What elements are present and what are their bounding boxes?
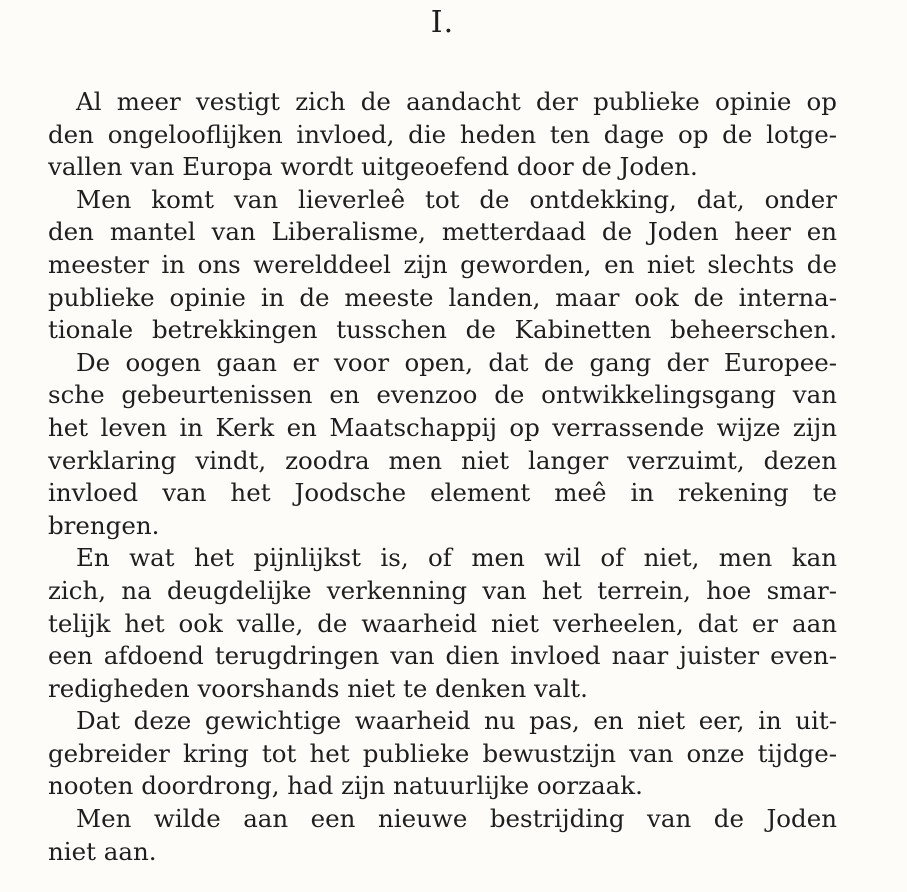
text-line: Al meer vestigt zich de aandacht der publieke opinie op: [76, 87, 837, 116]
text-line: De oogen gaan er voor open, dat de gang der Europee-: [76, 347, 837, 377]
text-line: publieke opinie in de meeste landen, maar ook de interna-: [48, 282, 837, 312]
chapter-number: I.: [430, 5, 455, 40]
text-line: den ongelooflijken invloed, die heden ten dage op de lotge-: [48, 119, 837, 149]
text-line: invloed van het Joodsche element meê in rekening te: [48, 478, 837, 508]
text-line: zich, na deugdelijke verkenning van het terrein, hoe smar-: [48, 575, 837, 605]
text-line: telijk het ook valle, de waarheid niet verheelen, dat er aan: [48, 608, 837, 638]
text-line: nooten doordrong, had zijn natuurlijke oorzaak.: [48, 771, 643, 801]
text-line: niet aan.: [48, 836, 157, 866]
text-line: den mantel van Liberalisme, metterdaad de Joden heer en: [48, 217, 837, 247]
text-line: En wat het pijnlijkst is, of men wil of niet, men kan: [76, 543, 837, 573]
text-line: gebreider kring tot het publieke bewustzijn van onze tijdge-: [48, 738, 837, 768]
text-line: tionale betrekkingen tusschen de Kabinetten beheerschen.: [48, 315, 837, 345]
text-line: vallen van Europa wordt uitgeoefend door de Joden.: [48, 152, 698, 182]
text-line: redigheden voorshands niet te denken valt.: [48, 673, 588, 703]
text-line: verklaring vindt, zoodra men niet langer verzuimt, dezen: [48, 445, 837, 475]
text-line: een afdoend terugdringen van dien invloed naar juister even-: [48, 641, 837, 671]
text-line: sche gebeurtenissen en evenzoo de ontwikkelingsgang van: [48, 380, 837, 410]
text-line: Men komt van lieverleê tot de ontdekking, dat, onder: [76, 184, 837, 214]
text-line: meester in ons werelddeel zijn geworden, en niet slechts de: [48, 249, 837, 279]
body-text: [48, 86, 837, 868]
text-line: brengen.: [48, 510, 160, 540]
text-line: het leven in Kerk en Maatschappij op verrassende wijze zijn: [48, 412, 837, 442]
text-line: Men wilde aan een nieuwe bestrijding van de Joden: [76, 804, 837, 834]
text-line: Dat deze gewichtige waarheid nu pas, en niet eer, in uit-: [76, 706, 837, 736]
